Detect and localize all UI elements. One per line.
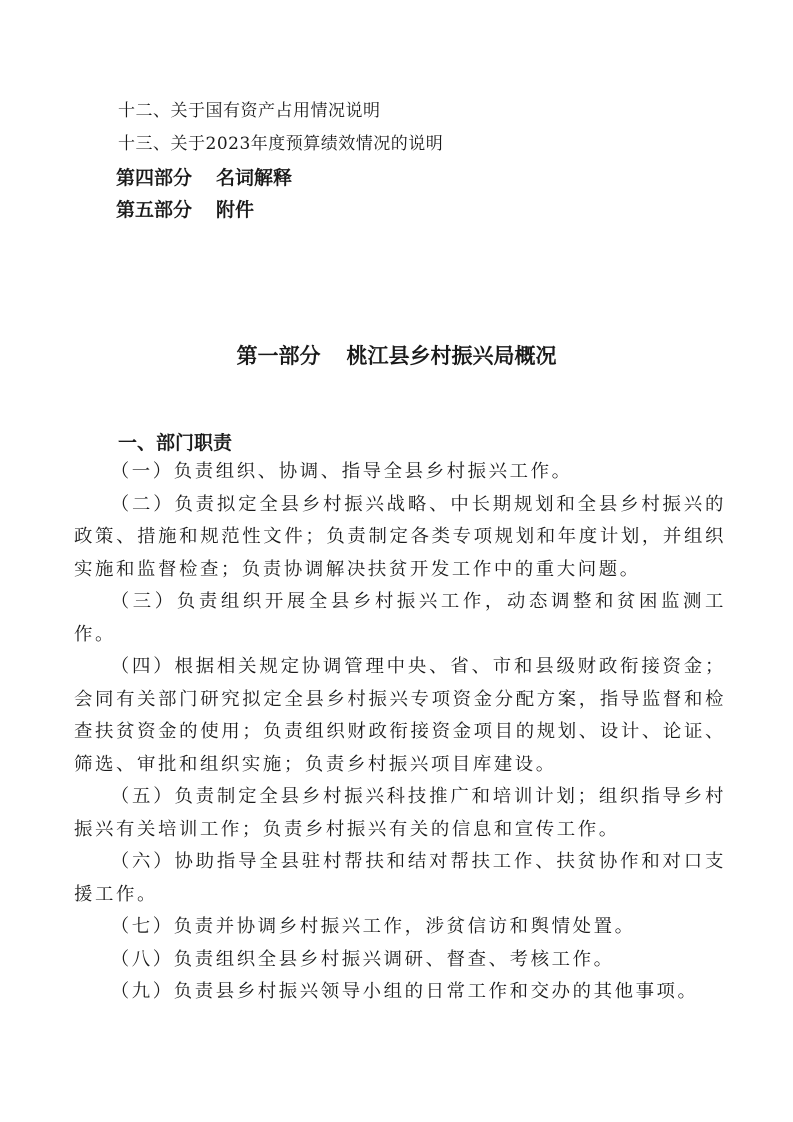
chapter-title bbox=[0, 342, 793, 370]
paragraph: （六）协助指导全县驻村帮扶和结对帮扶工作、扶贫协作和对口支援工作。 bbox=[74, 851, 726, 905]
paragraph: （五）负责制定全县乡村振兴科技推广和培训计划；组织指导乡村振兴有关培训工作；负责乡村振兴有关的信息和宣传工作。 bbox=[74, 786, 726, 840]
paragraph: （七）负责并协调乡村振兴工作，涉贫信访和舆情处置。 bbox=[110, 916, 636, 937]
paragraph: （八）负责组织全县乡村振兴调研、督查、考核工作。 bbox=[110, 948, 615, 970]
paragraph: （九）负责县乡村振兴领导小组的日常工作和交办的其他事项。 bbox=[110, 981, 699, 1002]
toc-item-12: 十二、关于国有资产占用情况说明 bbox=[118, 101, 381, 121]
toc-part-number: 第四部分 bbox=[116, 167, 193, 189]
paragraph: （二）负责拟定全县乡村振兴战略、中长期规划和全县乡村振兴的政策、措施和规范性文件；负责制定各类专项规划和年度计划，并组织实施和监督检查；负责协调解决扶贫开发工作中的重大问题。 bbox=[74, 493, 726, 580]
paragraph: （一）负责组织、协调、指导全县乡村振兴工作。 bbox=[110, 461, 573, 482]
chapter-number: 第一部分 bbox=[236, 344, 321, 368]
section-body bbox=[74, 456, 726, 1009]
toc-item-13: 十三、关于2023年度预算绩效情况的说明 bbox=[118, 134, 444, 154]
toc-part-title: 附件 bbox=[216, 199, 255, 221]
toc-part-number: 第五部分 bbox=[116, 199, 193, 221]
paragraph: （四）根据相关规定协调管理中央、省、市和县级财政衔接资金；会同有关部门研究拟定全县乡村振兴专项资金分配方案，指导监督和检查扶贫资金的使用；负责组织财政衔接资金项目的规划、设计、论证、筛选、审批和组织实施；负责乡村振兴项目库建设。 bbox=[74, 656, 726, 775]
paragraph: （三）负责组织开展全县乡村振兴工作，动态调整和贫困监测工作。 bbox=[74, 591, 726, 645]
chapter-name: 桃江县乡村振兴局概况 bbox=[346, 344, 557, 368]
toc-part-4 bbox=[116, 166, 292, 190]
toc-part-5 bbox=[116, 198, 254, 222]
section-heading: 一、部门职责 bbox=[118, 432, 233, 454]
toc-part-title: 名词解释 bbox=[216, 167, 293, 189]
